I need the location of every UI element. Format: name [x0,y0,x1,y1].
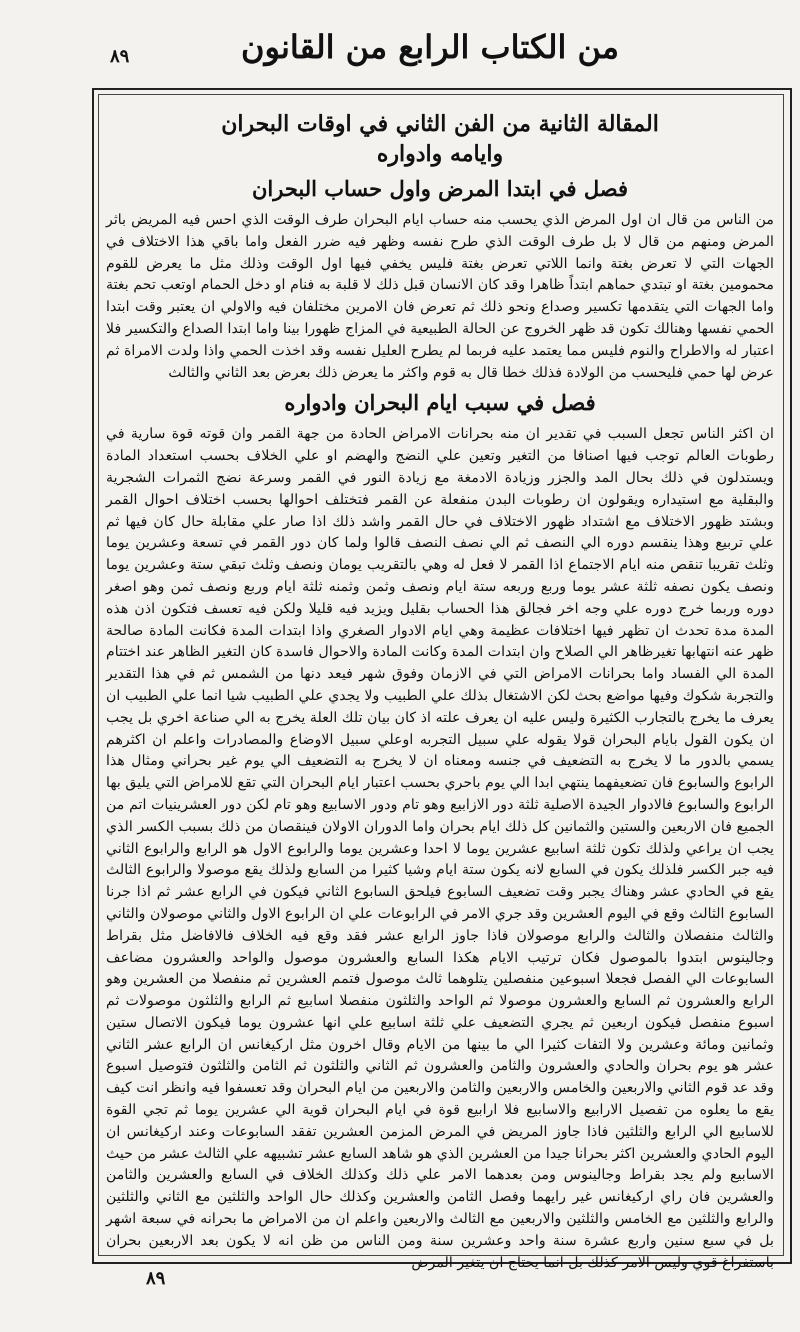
treatise-heading: المقالة الثانية من الفن الثاني في اوقات البحران [221,111,659,137]
section-title-onset: فصل في ابتدا المرض واول حساب البحران [251,176,628,201]
treatise-heading-continuation: وايامه وادواره [376,141,504,167]
page-number-bottom: ٨٩ [146,1268,166,1289]
text-body [106,104,775,1271]
running-head: من الكتاب الرابع من القانون [240,28,620,66]
page-number-top: ٨٩ [110,46,130,67]
section-body-onset: من الناس من قال ان اول المرض الذي يحسب منه حساب ايام البحران طرف الوقت الذي احس فيه المريض باثر المرض ومنهم من قال لا بل طرف الوقت الذي طرح نفسه وظهر فيه ضرر الفعل واما باقي هذا الاختلاف في الجهات التي لا تعرض بغتة وانما اللاتي تعرض بغتة فليس يخفي فيها اول الوقت وذلك مثل ما يعرض للقوم محمومين بغتة او تبتدي حماهم ابتداً ظاهرا وقد كان الانسان قبل ذلك لا قلبة به فنام او دخل الحمام اوتعب تحم بغتة واما الجهات التي يتقدمها تكسير وصداع ونحو ذلك ثم تعرض فان الامرين مختلفان فيه والاولي ان يعتبر وقت ابتدا الحمي نفسها وهنالك تكون قد ظهر الخروج عن الحالة الطبيعية في المزاج ظهورا بينا واما ابتدا الصداع والتكسير فلا اعتبار له والاطراح والنوم فليس مما يعتمد عليه فربما لم يطرح العليل نفسه وقد اخذت الحمي واذا ولدت الامراة ثم عرض لها حمي فليحسب من الولادة فذلك خطا قال به قوم واكثر ما يعرض ذلك بعرض بعد الثاني والثالث [106,212,775,381]
section-title-causes: فصل في سبب ايام البحران وادواره [284,390,596,416]
section-body-causes: ان اكثر الناس تجعل السبب في تقدير ان منه بحرانات الامراض الحادة من جهة القمر وان قوته قوة سارية في رطوبات العالم توجب فيها اصنافا من التغير وتعين علي النضج والهضم او علي الخلاف بحسب استعداد المادة ويستدلون في ذلك بحال المد والجزر وزيادة الادمغة مع زيادة النور في القمر وسرعة نضج الثمرات الشجرية والبقلية مع استيداره ويقولون ان رطوبات البدن منفعلة عن القمر فتختلف احوالها بحسب اختلاف احوال القمر وبشتد ظهور الاختلاف مع اشتداد ظهور الاختلاف في حال القمر واشد ذلك اذا صار علي مقابلة حال كان فيها ثم علي تربيع وهذا ينقسم دوره الي النصف ثم الي نصف النصف قالوا ولما كان دور القمر في تسعة وعشرين يوما وثلث تقريبا تنقص منه ايام الاجتماع اذا القمر لا فعل له وهي بالتقريب يومان ونصف وثلث تبقي ستة وعشرين يوما ونصف يكون نصفه ثلثة عشر يوما وربع وربعه ستة ايام ونصف وثمن وثمنه ثلثة ايام وربع ونصف ثمن وهو اصغر دوره وربما خرج دوره علي وجه اخر فجالق هذا الحساب بقليل ويزيد فيه قليلا ولكن فيه تعسف فتكون اذن هذه المدة مدة تحدث ان تظهر فيها اختلافات عظيمة وهي ايام الادوار الصغري واذا ابتدات المدة فكانت المادة صالحة ظهر عنه انتهابها تغيرظاهر الي الصلاح وان ابتدات المدة وكانت المادة والاحوال فاسدة كان التغير الظاهر عند اختتام المدة الي الفساد واما بحرانات الامراض التي في الازمان وفوق شهر فيعد دنها من الشمس ثم في هذا التقدير والتجربة شكوك وفيها مواضع بحث لكن الاشتغال بذلك علي الطبيب ولا يجدي علي الطبيب شيا انما علي الطبيب ان يعرف ما يخرج بالتجارب الكثيرة وليس عليه ان يعرف علته اذ كان بيان تلك العلة يخرج به الي صناعة اخري بل يجب ان يكون القول بايام البحران قولا يقوله علي سبيل التجربه اوعلي سبيل الاوضاع والمصادرات واعلم ان اكثرهم يسمي بالدور ما لا يخرج به التضعيف في جنسه ومعناه ان لا يخرج به التضعيف الي يوم غير بحراني ومثال هذا الرابوع والسابوع فان تضعيفهما ينتهي ابدا الي يوم باحري بحسب اعتبار ايام البحران التي تقع للامراض التي يليق بها الرابوع والسابوع فالادوار الجيدة الاصلية ثلثة دور الازابيع وهو تام ودور الاسابيع وهو تام لكن دور العشرينيات اتم من الجميع فان الاربعين والستين والثمانين كل ذلك ايام بحران واما الدوران الاولان فينقصان من ذلك بسبب الكسر الذي يجب ان يراعي ولذلك تكون ثلثة اسابيع عشرين يوما لا احدا وعشرين يوما والرابوع الاول هو الرابع والرابوع الثاني فيه جبر الكسر فلذلك يكون في السابع لانه يكون ستة ايام وشيا كثيرا من السابع ولذلك يقع موصولا والرابوع الثالث يقع في الحادي عشر وهناك يجبر وقت تضعيف السابوع فيلحق السابوع الثاني فيكون في الرابع عشر ثم اذا جرنا السابوع الثالث وقع في اليوم العشرين وقد جري الامر في الرابوعات علي ان الرابوع الاول والثاني موصولان والثاني والثالث منفصلان والثالث والرابع موصولان فاذا جاوز الرابع عشر فقد وقع فيه الخلاف فالافاضل مثل بقراط وجالينوس ابتدوا بالموصول فكان ترتيب الايام هكذا السابع والعشرون موصول والواحد والعشرون مضاعف السابوعات الي الفصل فجعلا اسبوعين منفصلين يتلوهما ثالث موصول فتمم العشرين ثم منفصلا من العشرين وهو الرابع والعشرون ثم السابع والعشرون موصولا ثم الواحد والثلثون منفصلا اسابيع ثم الرابع والثلثون موصولات ثم اسبوع منفصل فيكون اربعين ثم يجري التضعيف علي ثلثة اسابيع علي انها عشرون يوما فيكون الاتصال ستين وثمانين ومائة وعشرين ولا التفات كثيرا الي ما بينها من الايام وقال اخرون مثل اركيغانس ان الرابع عشر الثاني عشر هو يوم بحران والحادي والعشرون والثامن والعشرون ثم الثاني والثلثون ثم الثامن والثلثون فتوصيل اسبوع وقد عد قوم الثاني والاربعين والخامس والاربعين والثامن والاربعين من ايام البحران وقد تعسفوا فيه وانظر انت كيف يقع ما يعلوه من تفصيل الارابيع والاسابيع فلا ارابيع قوة في ايام البحران قوية الي عشرين يوما ثم تجي القوة للاسابيع الي الرابع والثلثين فاذا جاوز المريض في المرض المزمن العشرين تفقد السابوعات وعند اركيغانس ان اليوم الحادي والعشرين اكثر بحرانا جيدا من العشرين الذي هو شاهد السابع عشر تشبيهه علي الثالث عشر من حيث الاسابيع ولم يجد بقراط وجالينوس ومن بعدهما الامر علي ذلك وكذلك الخلاف في السابع والعشرين والثامن والعشرين فان راي اركيغانس غير رايهما وفصل الثامن والعشرين وكذلك حال الواحد والثلثين مع الثاني والثلثين والرابع والثلثين مع الخامس والثلثين والاربعين مع الثالث والاربعين واعلم ان من الامراض ما بحرانه في سبعة اشهر بل في سبع سنين واربع عشرة سنة واحد وعشرين سنة ومن الناس من ظن انه لا يكون بعد الاربعين بحران باستفراغ قوي وليس الامر كذلك بل انما يحتاج ان يتغير المرض [106,426,774,1271]
